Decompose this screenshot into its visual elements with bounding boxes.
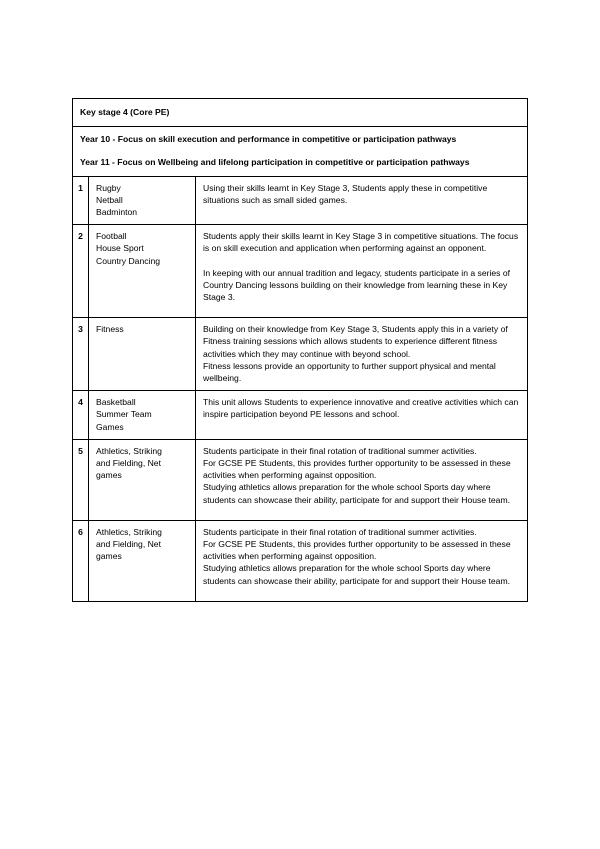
row-description	[196, 520, 528, 601]
description-paragraph	[203, 396, 521, 420]
description-sentence: Using their skills learnt in Key Stage 3, Students apply these in competitive situations such as small sided games.	[203, 182, 488, 205]
description-sentence: Studying athletics allows preparation for the whole school Sports day where students can showcase their ability, participate for and support their House team.	[203, 482, 510, 505]
description-paragraph	[203, 182, 521, 206]
description-sentence: In keeping with our annual tradition and legacy, students participate in a series of Country Dancing lessons building on their knowledge from learning these in Key Stage 3.	[203, 267, 511, 303]
curriculum-table	[72, 98, 528, 602]
activity-line: Athletics, Striking	[96, 445, 162, 456]
activity-line: Netball	[96, 194, 123, 205]
row-activities	[89, 225, 196, 318]
description-sentence: For GCSE PE Students, this provides further opportunity to be assessed in these activities when performing against opposition.	[203, 539, 511, 562]
table-row	[73, 176, 528, 225]
table-row	[73, 318, 528, 391]
activity-line: Rugby	[96, 182, 121, 193]
table-row	[73, 439, 528, 520]
activity-line: games	[96, 551, 122, 562]
table-row	[73, 520, 528, 601]
description-paragraph	[203, 230, 521, 254]
row-description	[196, 439, 528, 520]
description-sentence: Studying athletics allows preparation for the whole school Sports day where students can showcase their ability, participate for and support their House team.	[203, 563, 510, 586]
table-header-title-row	[73, 99, 528, 127]
curriculum-rows	[73, 176, 528, 601]
activity-line: games	[96, 470, 122, 481]
focus-statement: Year 10 - Focus on skill execution and performance in competitive or participation pathways	[80, 134, 457, 145]
row-activities	[89, 391, 196, 440]
row-description	[196, 391, 528, 440]
row-activities	[89, 520, 196, 601]
activity-line: Country Dancing	[96, 255, 161, 266]
row-number: 3	[73, 318, 89, 391]
row-number: 2	[73, 225, 89, 318]
focus-statement: Year 11 - Focus on Wellbeing and lifelong participation in competitive or participation pathways	[80, 157, 470, 168]
description-paragraph	[203, 267, 521, 304]
description-paragraph	[203, 445, 521, 506]
description-sentence: Building on their knowledge from Key Stage 3, Students apply this in a variety of Fitness training sessions which allows students to experience different fitness activities which they may continue with beyond school.	[203, 324, 508, 359]
activity-line: Athletics, Striking	[96, 526, 162, 537]
table-row	[73, 225, 528, 318]
description-sentence: Fitness lessons provide an opportunity to further support physical and mental wellbeing.	[203, 360, 496, 384]
activity-line: Games	[96, 421, 124, 432]
row-description	[196, 225, 528, 318]
activity-line: Summer Team	[96, 409, 152, 420]
activity-line: Basketball	[96, 397, 136, 408]
activity-line: House Sport	[96, 243, 144, 254]
description-sentence: Students apply their skills learnt in Key Stage 3 in competitive situations. The focus is on skill execution and application when performing against an opponent.	[203, 231, 519, 254]
row-description	[196, 318, 528, 391]
description-sentence: This unit allows Students to experience innovative and creative activities which can inspire participation beyond PE lessons and school.	[203, 397, 519, 420]
row-number: 6	[73, 520, 89, 601]
table-header-focus-row	[73, 127, 528, 176]
row-description	[196, 176, 528, 225]
row-activities	[89, 439, 196, 520]
activity-line: Badminton	[96, 207, 138, 218]
row-activities	[89, 318, 196, 391]
description-sentence: For GCSE PE Students, this provides further opportunity to be assessed in these activities when performing against opposition.	[203, 458, 511, 481]
activity-line: Football	[96, 231, 127, 242]
row-number: 5	[73, 439, 89, 520]
focus-statements	[73, 127, 528, 176]
activity-line: and Fielding, Net	[96, 539, 161, 550]
activity-line: Fitness	[96, 324, 124, 335]
description-paragraph	[203, 323, 521, 384]
row-number: 4	[73, 391, 89, 440]
activity-line: and Fielding, Net	[96, 458, 161, 469]
table-body	[73, 99, 528, 177]
row-activities	[89, 176, 196, 225]
description-paragraph	[203, 526, 521, 587]
row-number: 1	[73, 176, 89, 225]
table-title: Key stage 4 (Core PE)	[73, 99, 528, 127]
description-sentence: Students participate in their final rotation of traditional summer activities.	[203, 445, 477, 456]
description-sentence: Students participate in their final rotation of traditional summer activities.	[203, 526, 477, 537]
table-row	[73, 391, 528, 440]
